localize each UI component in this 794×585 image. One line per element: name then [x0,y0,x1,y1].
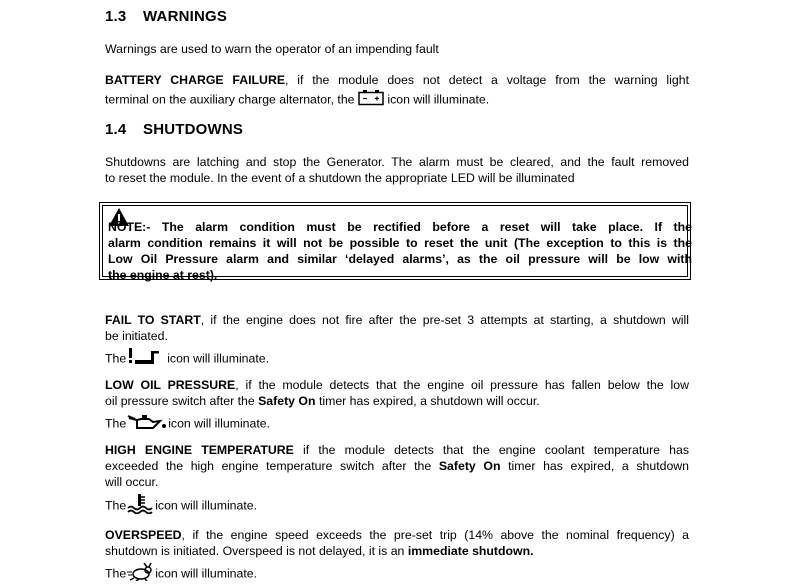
note-text: NOTE:- The alarm condition must be rectified before a reset will take place. If the alarm condition remains it will not be possible to reset the unit (The exception to this is the Low Oil Pressure alarm and similar ‘delayed alarms’, as the oil pressure will be low with the engine at rest). [108,220,692,282]
shutdowns-intro: Shutdowns are latching and stop the Generator. The alarm must be cleared, and the fault removed to reset the module. In the event of a shutdown the appropriate LED will be illuminated [105,155,689,185]
warnings-intro: Warnings are used to warn the operator of an impending fault [105,42,439,56]
low-oil-pressure-label: LOW OIL PRESSURE [105,378,236,392]
note-box [99,202,691,280]
fail-to-start-label: FAIL TO START [105,313,201,327]
battery-label: BATTERY CHARGE FAILURE [105,73,286,87]
fail-to-start-paragraph: FAIL TO START, if the engine does not fire after the pre-set 3 attempts at starting, a shutdown will be initiated. The icon will illuminate. [105,312,689,370]
battery-charge-failure-paragraph: BATTERY CHARGE FAILURE, if the module does not detect a voltage from the warning light terminal on the auxiliary charge alternator, the icon will illuminate. [105,72,689,110]
battery-icon [358,90,384,110]
coolant-temperature-icon [127,494,153,518]
section-heading-shutdowns [105,121,243,138]
overspeed-label: OVERSPEED [105,528,182,542]
fail-to-start-icon [127,348,161,370]
section-number: 1.3 [105,8,127,25]
section-heading-warnings [105,8,227,25]
section-title: WARNINGS [143,8,228,25]
section-title: SHUTDOWNS [143,121,244,138]
section-number: 1.4 [105,121,127,138]
rabbit-overspeed-icon [127,563,153,585]
high-engine-temperature-paragraph: HIGH ENGINE TEMPERATURE if the module detects that the engine coolant temperature has exceeded the high engine temperature switch after the Safety On timer has expired, a shutdown will occur. The icon will illuminate. [105,442,689,518]
overspeed-paragraph: OVERSPEED, if the engine speed exceeds the pre-set trip (14% above the nominal frequency) a shutdown is initiated. Overspeed is not delayed, it is an immediate shutdown. The icon will illuminate. [105,527,689,585]
high-engine-temperature-label: HIGH ENGINE TEMPERATURE [105,443,294,457]
oil-can-icon [127,413,167,435]
low-oil-pressure-paragraph: LOW OIL PRESSURE, if the module detects that the engine oil pressure has fallen below the low oil pressure switch after the Safety On timer has expired, a shutdown will occur. The icon will illuminate. [105,377,689,435]
